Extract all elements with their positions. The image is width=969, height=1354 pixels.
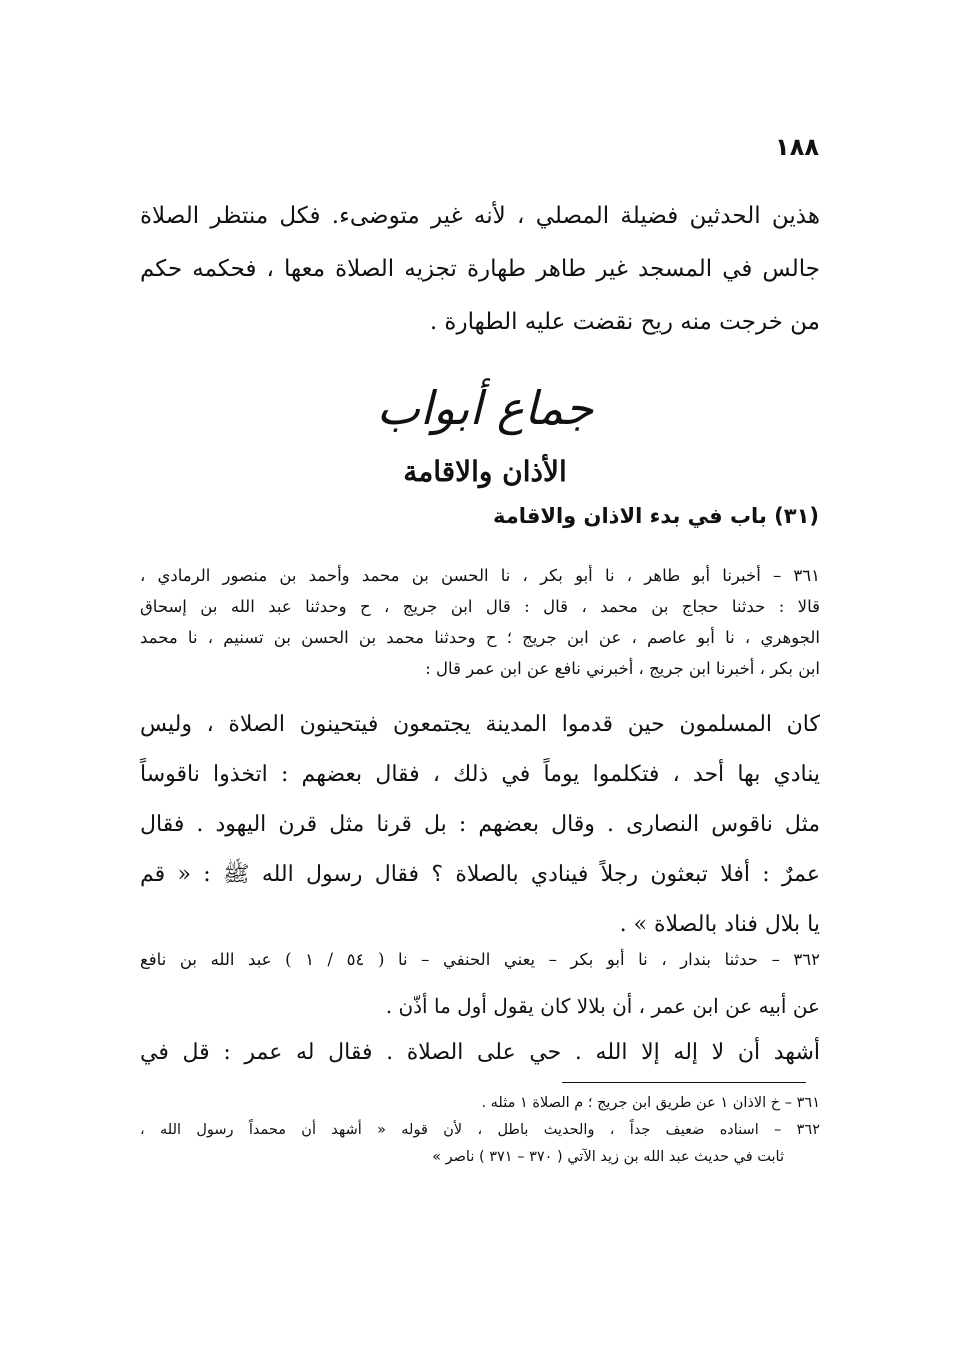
intro-line: هذين الحدثين فضيلة المصلي ، لأنه غير متوضىء. فكل منتظر الصلاة [140, 203, 820, 229]
hadith-line: يا بلال فناد بالصلاة » . [619, 912, 820, 937]
isnad-361 [140, 560, 820, 684]
isnad-line: ابن بكر ، أخبرنا ابن جريج ، أخبرني نافع عن ابن عمر قال : [425, 659, 820, 678]
footnote-continuation: ثابت في حديث عبد الله بن زيد الآتي ( ٣٧٠ – ٣٧١ ) ناصر » [432, 1149, 784, 1165]
hadith-line: أشهد أن لا إله إلا الله . حي على الصلاة . فقال له عمر : قل في [140, 1040, 820, 1065]
hadith-line: مثل ناقوس النصارى . وقال بعضهم : بل قرنا مثل قرن اليهود . فقال [140, 812, 820, 837]
footnotes [140, 1090, 820, 1171]
intro-line: من خرجت منه ريح نقضت عليه الطهارة . [429, 309, 820, 335]
isnad-362 [140, 937, 820, 1029]
footnote-separator [562, 1082, 806, 1083]
intro-line: جالس في المسجد غير طاهر طهارة تجزيه الصلاة معها ، فحكمه حكم [140, 256, 820, 282]
part-title: جماع أبواب [376, 381, 594, 435]
isnad-line: قالا : حدثنا حجاج بن محمد ، قال : قال ابن جريج ، ح وحدثنا عبد الله بن إسحاق [140, 597, 820, 616]
isnad-line: عن أبيه عن ابن عمر ، أن بلالا كان يقول أول ما أذّن . [385, 994, 820, 1018]
hadith-line: كان المسلمون حين قدموا المدينة يجتمعون فيتحينون الصلاة ، وليس [140, 712, 820, 737]
hadith-362-text [140, 1028, 820, 1078]
hadith-line: ينادي بها أحد ، فتكلموا يوماً في ذلك ، فقال بعضهم : اتخذوا ناقوساً [140, 762, 820, 787]
part-subtitle: الأذان والاقامة [403, 455, 567, 488]
page-number: ١٨٨ [775, 133, 819, 161]
isnad-line: الجوهري ، نا أبو عاصم ، عن ابن جريج ؛ ح وحدثنا محمد بن الحسن بن تسنيم ، نا محمد [140, 628, 820, 647]
footnote: ٣٦١ – خ الاذان ١ عن طريق ابن جريج ؛ م الصلاة ١ مثله . [481, 1095, 820, 1111]
isnad-line: ٣٦١ – أخبرنا أبو طاهر ، نا أبو بكر ، نا الحسن بن محمد وأحمد بن منصور الرمادي ، [140, 566, 820, 585]
chapter-heading: (٣١) باب في بدء الاذان والاقامة [492, 504, 819, 528]
hadith-361-text [140, 700, 820, 950]
intro-paragraph [140, 190, 820, 349]
hadith-line: عمرٌ : أفلا تبعثون رجلاً فينادي بالصلاة ؟ فقال رسول الله ﷺ : « قم [140, 862, 820, 887]
footnote: ٣٦٢ – اسناده ضعيف جداً ، والحديث باطل ، لأن قوله « أشهد أن محمداً رسول الله ، [140, 1122, 820, 1138]
isnad-line: ٣٦٢ – حدثنا بندار ، نا أبو بكر – يعني الحنفي – نا ( ٥٤ / ١ ) عبد الله بن نافع [140, 950, 820, 969]
